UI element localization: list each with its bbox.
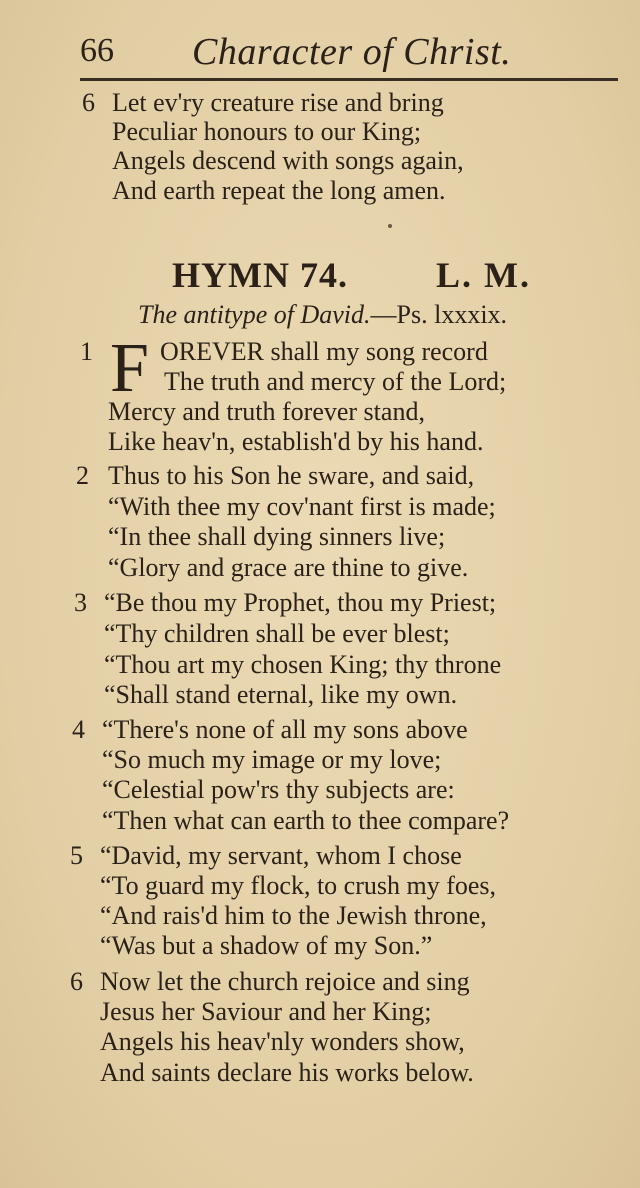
verse-line: “To guard my flock, to crush my foes,: [100, 871, 497, 900]
verse-number: 6: [70, 967, 83, 996]
verse-line: Jesus her Saviour and her King;: [100, 997, 432, 1026]
verse-line: “Thou art my chosen King; thy throne: [104, 650, 502, 679]
verse-line: “Then what can earth to thee compare?: [102, 806, 510, 835]
verse-line: OREVER shall my song record: [160, 337, 488, 366]
verse-line: And earth repeat the long amen.: [112, 176, 446, 205]
verse-line: “Thy children shall be ever blest;: [104, 619, 450, 648]
header-rule: [80, 78, 618, 81]
drop-cap: F: [110, 330, 149, 407]
verse-line: “Shall stand eternal, like my own.: [104, 680, 458, 709]
verse-line: Like heav'n, establish'd by his hand.: [108, 427, 484, 456]
page-number: 66: [80, 32, 114, 69]
verse-line: And saints declare his works below.: [100, 1058, 474, 1087]
verse-line: “In thee shall dying sinners live;: [108, 522, 446, 551]
verse-line: “Celestial pow'rs thy subjects are:: [102, 775, 455, 804]
verse-line: Mercy and truth forever stand,: [108, 397, 425, 426]
verse-line: “There's none of all my sons above: [102, 715, 468, 744]
verse-line: “Be thou my Prophet, thou my Priest;: [104, 588, 497, 617]
page-header: [80, 28, 620, 74]
verse-number: 1: [80, 337, 93, 366]
verse-line: “And rais'd him to the Jewish throne,: [100, 901, 487, 930]
ornament-dot: [388, 224, 392, 228]
verse-line: “Was but a shadow of my Son.”: [100, 931, 433, 960]
hymn-title: HYMN 74.: [172, 255, 348, 295]
verse-number: 4: [72, 715, 85, 744]
running-title: Character of Christ.: [192, 31, 512, 73]
verse-number: 6: [82, 88, 95, 117]
verse-line: Peculiar honours to our King;: [112, 117, 422, 146]
verse-line: Now let the church rejoice and sing: [100, 967, 470, 996]
verse-line: “Glory and grace are thine to give.: [108, 553, 469, 582]
verse-line: Let ev'ry creature rise and bring: [112, 88, 444, 117]
verse-line: “So much my image or my love;: [102, 745, 442, 774]
verse-line: Angels descend with songs again,: [112, 146, 464, 175]
subtitle-text: The antitype of David.: [138, 300, 371, 329]
verse-line: “With thee my cov'nant first is made;: [108, 492, 496, 521]
verse-number: 5: [70, 841, 83, 870]
verse-line: The truth and mercy of the Lord;: [164, 367, 507, 396]
verse-line: “David, my servant, whom I chose: [100, 841, 462, 870]
verse-number: 2: [76, 461, 89, 490]
verse-line: Angels his heav'nly wonders show,: [100, 1027, 465, 1056]
hymn-meter: L. M.: [436, 255, 531, 295]
scripture-reference: —Ps. lxxxix.: [370, 300, 508, 329]
hymn-subtitle: [138, 300, 507, 330]
verse-number: 3: [74, 588, 87, 617]
verse-line: Thus to his Son he sware, and said,: [108, 461, 475, 490]
